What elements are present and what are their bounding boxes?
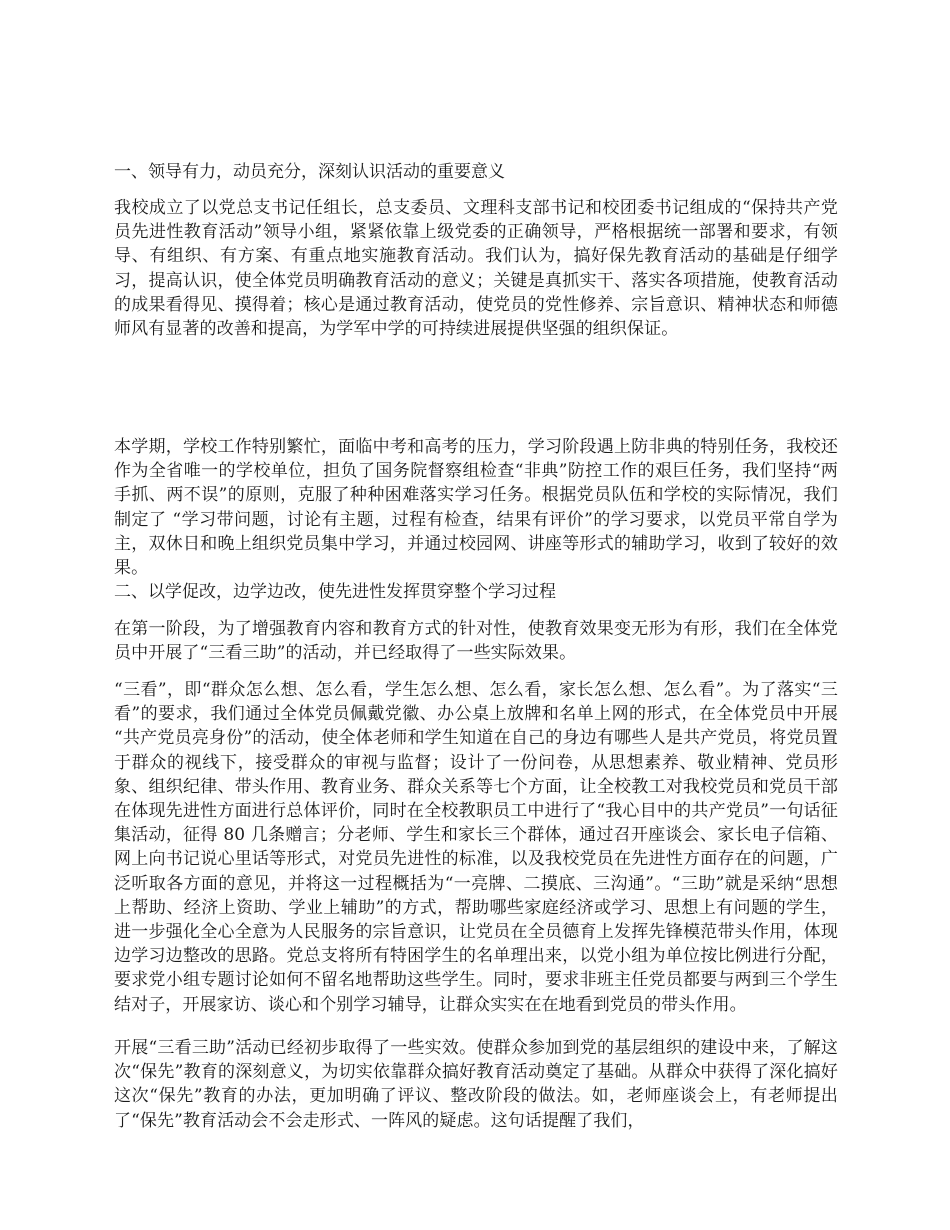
paragraph-4: “三看”，即“群众怎么想、怎么看，学生怎么想、怎么看，家长怎么想、怎么看”。为了落实“三看”的要求，我们通过全体党员佩戴党徽、办公桌上放牌和名单上网的形式，在全体党员中开展 “共产党员亮身份”的活动，使全体老师和学生知道在自己的身边有哪些人是共产党员，将党员置于群众的视线下，接受群众的审视与监督；设计了一份问卷，从思想素养、敬业精神、党员形象、组织纪律、带头作用、教育业务、群众关系等七个方面，让全校教工对我校党员和党员干部在体现先进性方面进行总体评价，同时在全校教职员工中进行了“我心目中的共产党员”一句话征集活动，征得 80 几条赠言；分老师、学生和家长三个群体，通过召开座谈会、家长电子信箱、网上向书记说心里话等形式，对党员先进性的标准，以及我校党员在先进性方面存在的问题，广泛听取各方面的意见，并将这一过程概括为“一亮牌、二摸底、三沟通”。“三助”就是采纳“思想上帮助、经济上资助、学业上辅助”的方式，帮助哪些家庭经济或学习、思想上有问题的学生，进一步强化全心全意为人民服务的宗旨意识，让党员在全员德育上发挥先锋模范带头作用，体现边学习边整改的思路。党总支将所有特困学生的名单理出来，以党小组为单位按比例进行分配，要求党小组专题讨论如何不留名地帮助这些学生。同时，要求非班主任党员都要与两到三个学生结对子，开展家访、谈心和个别学习辅导，让群众实实在在地看到党员的带头作用。 [114, 680, 838, 1015]
paragraph-3: 在第一阶段，为了增强教育内容和教育方式的针对性，使教育效果变无形为有形，我们在全体党员中开展了“三看三助”的活动，并已经取得了一些实际效果。 [114, 619, 838, 664]
section-1-heading: 一、领导有力，动员充分，深刻认识活动的重要意义 [114, 162, 505, 182]
paragraph-2: 本学期，学校工作特别繁忙，面临中考和高考的压力，学习阶段遇上防非典的特别任务，我校还作为全省唯一的学校单位，担负了国务院督察组检查“非典”防控工作的艰巨任务，我们坚持“两手抓、两不误”的原则，克服了种种困难落实学习任务。根据党员队伍和学校的实际情况，我们制定了 “学习带问题，讨论有主题，过程有检查，结果有评价”的学习要求，以党员平常自学为主，双休日和晚上组织党员集中学习，并通过校园网、讲座等形式的辅助学习，收到了较好的效果。 [114, 437, 838, 579]
section-2-heading: 二、以学促改，边学边改，使先进性发挥贯穿整个学习过程 [114, 582, 556, 602]
paragraph-5: 开展“三看三助”活动已经初步取得了一些实效。使群众参加到党的基层组织的建设中来，了解这次“保先”教育的深刻意义，为切实依靠群众搞好教育活动奠定了基础。从群众中获得了深化搞好这次“保先”教育的办法，更加明确了评议、整改阶段的做法。如，老师座谈会上，有老师提出了“保先”教育活动会不会走形式、一阵风的疑虑。这句话提醒了我们， [114, 1038, 838, 1131]
paragraph-1: 我校成立了以党总支书记任组长，总支委员、文理科支部书记和校团委书记组成的“保持共产党员先进性教育活动”领导小组，紧紧依靠上级党委的正确领导，严格根据统一部署和要求，有领导、有组织、有方案、有重点地实施教育活动。我们认为，搞好保先教育活动的基础是仔细学习，提高认识，使全体党员明确教育活动的意义；关键是真抓实干、落实各项措施，使教育活动的成果看得见、摸得着；核心是通过教育活动，使党员的党性修养、宗旨意识、精神状态和师德师风有显著的改善和提高，为学军中学的可持续进展提供坚强的组织保证。 [114, 198, 838, 340]
